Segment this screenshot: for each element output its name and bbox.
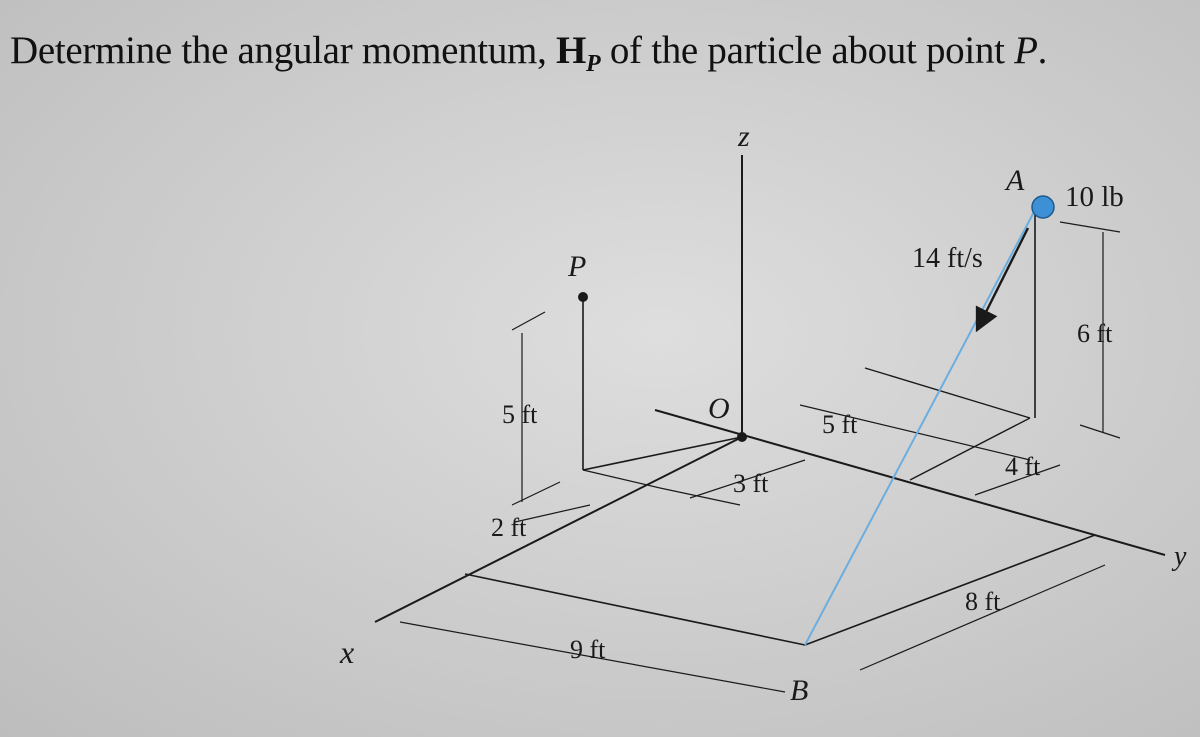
p-height-tick-top <box>512 312 545 330</box>
question-middle: of the particle about point <box>600 29 1015 72</box>
y-axis-label: y <box>1174 541 1187 572</box>
ground-x-offset-line <box>465 574 805 645</box>
dim-origin-y: 3 ft <box>733 469 769 498</box>
ground-b-dim <box>860 565 1105 670</box>
question-point: P <box>1014 29 1038 72</box>
dim-a-height: 6 ft <box>1077 319 1113 348</box>
ground-b-line <box>805 535 1095 645</box>
point-a-label: A <box>1006 164 1025 197</box>
dim-b-y: 8 ft <box>965 587 1001 616</box>
x-axis-label: x <box>340 634 355 670</box>
dim-a-x: 4 ft <box>1005 452 1041 481</box>
question-suffix: . <box>1037 29 1048 72</box>
a-height-tick-top <box>1060 222 1120 232</box>
weight-label: 10 lb <box>1065 181 1124 213</box>
origin-x-dim <box>660 488 740 505</box>
z-axis-label: z <box>738 120 750 153</box>
velocity-arrow <box>978 228 1028 328</box>
dim-p-x: 2 ft <box>491 513 527 542</box>
angular-momentum-symbol: H <box>555 29 587 72</box>
p-base-line <box>583 437 742 470</box>
p-to-x-line <box>583 470 660 488</box>
point-p-dot <box>578 292 588 302</box>
angular-momentum-subscript: P <box>586 51 601 77</box>
dim-y-to-a: 5 ft <box>822 410 858 439</box>
dim-x-offset: 9 ft <box>570 635 606 664</box>
velocity-label: 14 ft/s <box>912 243 983 274</box>
a-height-tick-bottom <box>1080 425 1120 438</box>
dim-p-height: 5 ft <box>502 400 538 429</box>
point-b-label: B <box>790 674 809 707</box>
origin-label: O <box>708 392 730 425</box>
question-prefix: Determine the angular momentum, <box>10 29 556 72</box>
p-height-tick-bottom <box>512 482 560 505</box>
origin-dot <box>737 432 747 442</box>
particle-a <box>1032 196 1054 218</box>
point-p-label: P <box>568 250 587 283</box>
